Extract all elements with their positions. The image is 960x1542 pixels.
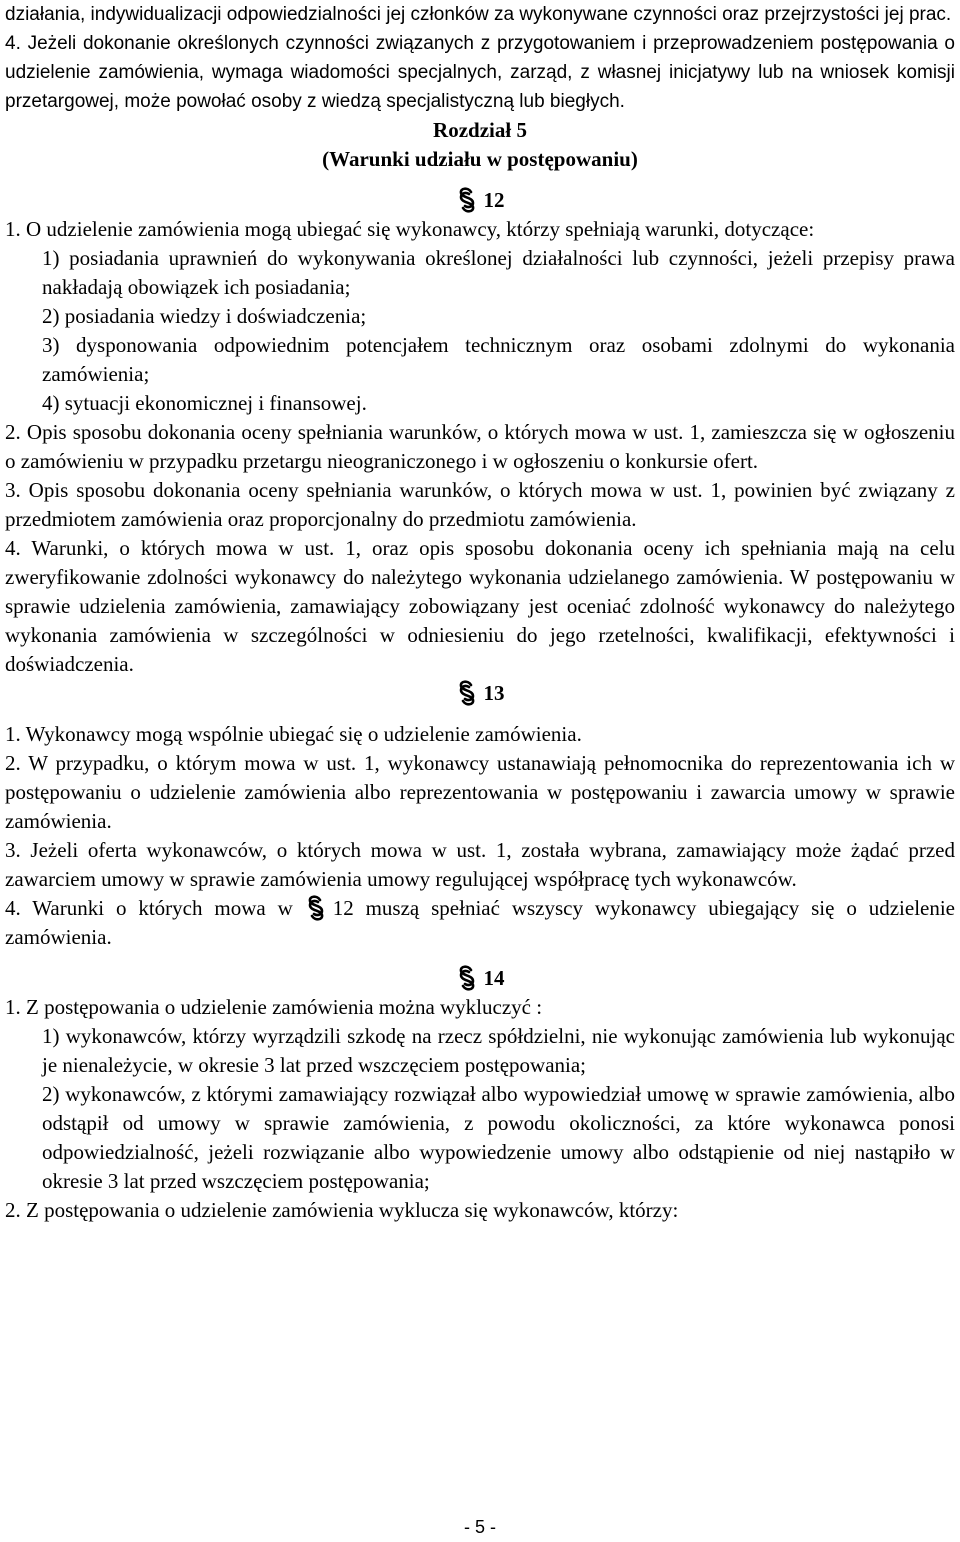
list-item: 4) sytuacji ekonomicznej i finansowej. xyxy=(42,391,367,415)
section-number: 12 xyxy=(483,188,505,212)
list-item: 2) wykonawców, z którymi zamawiający rozwiązał albo wypowiedział umowę w sprawie zamówienia, albo odstąpił od umowy w sprawie zamówienia, z powodu okoliczności, za które wykonawca ponosi odpowiedzialność, jeżeli rozwiązanie albo wypowiedzenie umowy albo odstąpienie od niej nastąpiło w okresie 3 lat przed wszczęciem postępowania; xyxy=(42,1082,955,1193)
text-run: 4. Warunki o których mowa w xyxy=(5,896,293,920)
section-heading-14 xyxy=(5,964,955,993)
list-item: 1) wykonawców, którzy wyrządzili szkodę na rzecz spółdzielni, nie wykonując zamówienia lub wykonując je nienależycie, w okresie 3 lat przed wszczęciem postępowania; xyxy=(42,1024,955,1077)
list-item: 2) posiadania wiedzy i doświadczenia; xyxy=(42,304,367,328)
paragraph: 2. Z postępowania o udzielenie zamówienia wyklucza się wykonawców, którzy: xyxy=(5,1198,679,1222)
section-heading-13 xyxy=(5,679,955,708)
section-sign-icon xyxy=(456,965,478,991)
paragraph: działania, indywidualizacji odpowiedzialności jej członków za wykonywane czynności oraz przejrzystości jej prac. xyxy=(5,4,952,25)
document-page xyxy=(5,0,955,1225)
paragraph: 3. Opis sposobu dokonania oceny spełniania warunków, o których mowa w ust. 1, powinien być związany z przedmiotem zamówienia oraz proporcjonalny do przedmiotu zamówienia. xyxy=(5,478,955,531)
section-sign-icon xyxy=(456,187,478,213)
chapter-title: Rozdział 5 xyxy=(433,118,527,142)
page-number: - 5 - xyxy=(463,1517,496,1537)
paragraph: 2. W przypadku, o którym mowa w ust. 1, wykonawcy ustanawiają pełnomocnika do reprezentowania ich w postępowaniu o udzielenie zamówienia albo reprezentowania w postępowaniu i zawarcia umowy w sprawie zamówienia. xyxy=(5,751,955,833)
paragraph: 1. Z postępowania o udzielenie zamówienia można wykluczyć : xyxy=(5,995,543,1019)
paragraph xyxy=(5,894,955,952)
section-sign-icon xyxy=(305,895,327,921)
paragraph: 3. Jeżeli oferta wykonawców, o których mowa w ust. 1, została wybrana, zamawiający może żądać przed zawarciem umowy w sprawie zamówienia umowy regulującej współpracę tych wykonawców. xyxy=(5,838,955,891)
paragraph: 4. Jeżeli dokonanie określonych czynności związanych z przygotowaniem i przeprowadzeniem postępowania o udzielenie zamówienia, wymaga wiadomości specjalnych, zarząd, z własnej inicjatywy lub na wniosek komisji przetargowej, może powołać osoby z wiedzą specjalistyczną lub biegłych. xyxy=(5,33,955,112)
paragraph: 2. Opis sposobu dokonania oceny spełniania warunków, o których mowa w ust. 1, zamieszcza się w ogłoszeniu o zamówieniu w przypadku przetargu nieograniczonego i w ogłoszeniu o konkursie ofert. xyxy=(5,420,955,473)
section-heading-12 xyxy=(5,186,955,215)
section-number: 13 xyxy=(483,681,505,705)
section-sign-icon xyxy=(456,680,478,706)
list-item: 1) posiadania uprawnień do wykonywania określonej działalności lub czynności, jeżeli przepisy prawa nakładają obowiązek ich posiadania; xyxy=(42,246,955,299)
paragraph: 1. O udzielenie zamówienia mogą ubiegać się wykonawcy, którzy spełniają warunki, dotyczące: xyxy=(5,217,815,241)
list-item: 3) dysponowania odpowiednim potencjałem technicznym oraz osobami zdolnymi do wykonania zamówienia; xyxy=(42,333,955,386)
chapter-subtitle: (Warunki udziału w postępowaniu) xyxy=(322,147,638,171)
section-number: 14 xyxy=(483,966,505,990)
text-run: 12 muszą spełniać wszyscy wykonawcy ubiegający się o udzielenie zamówienia. xyxy=(5,896,956,949)
paragraph: 4. Warunki, o których mowa w ust. 1, oraz opis sposobu dokonania oceny ich spełniania mają na celu zweryfikowanie zdolności wykonawcy do należytego wykonania udzielanego zamówienia. W postępowaniu w sprawie udzielenia zamówienia, zamawiający zobowiązany jest oceniać zdolność wykonawcy do należytego wykonania zamówienia w szczególności w odniesieniu do jego rzetelności, kwalifikacji, efektywności i doświadczenia. xyxy=(5,536,955,676)
paragraph: 1. Wykonawcy mogą wspólnie ubiegać się o udzielenie zamówienia. xyxy=(5,722,582,746)
